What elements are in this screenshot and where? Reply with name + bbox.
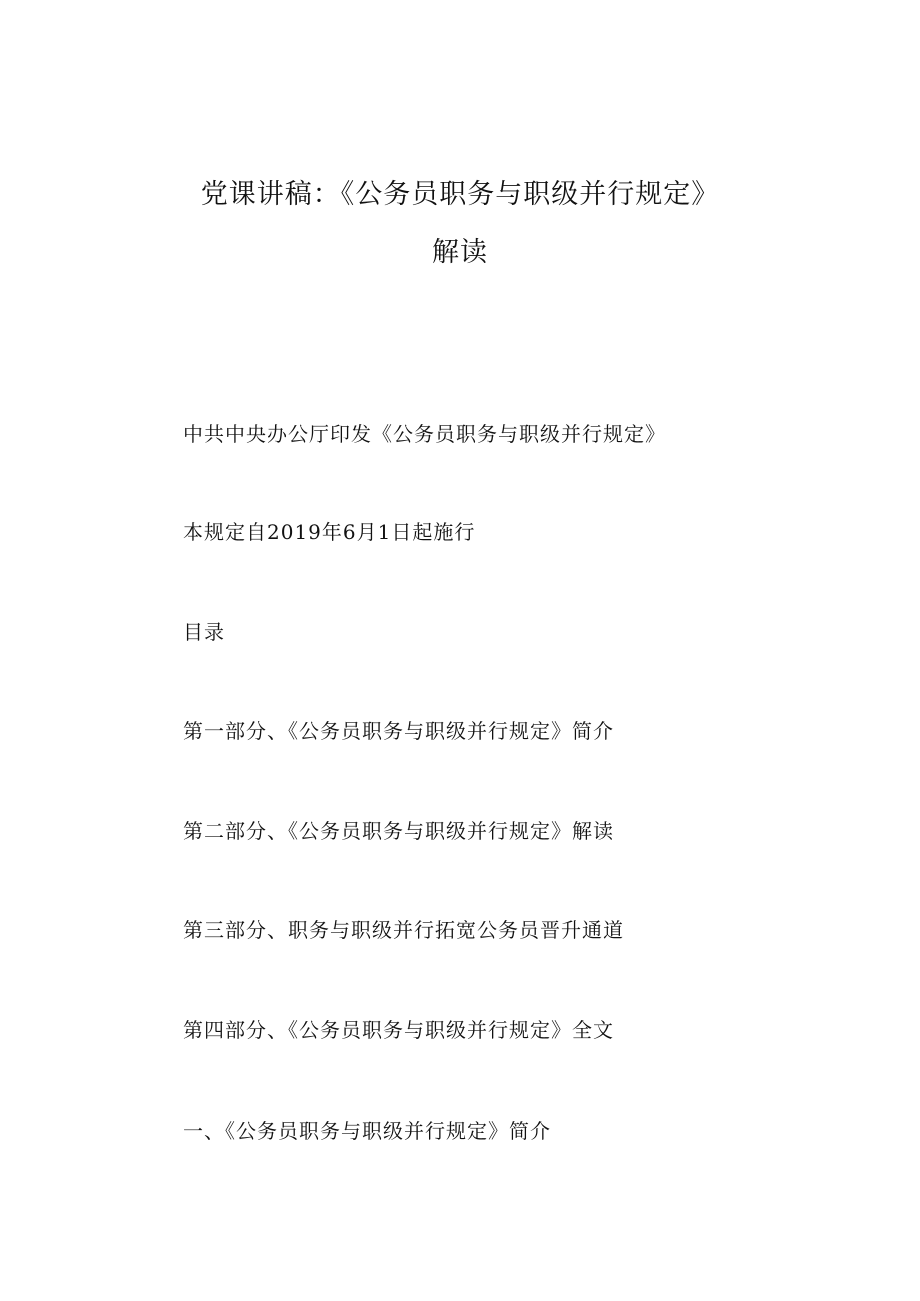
toc-item-part-2: 第二部分、《公务员职务与职级并行规定》解读 <box>183 819 614 843</box>
section-heading-1: 一、《公务员职务与职级并行规定》简介 <box>183 1119 551 1143</box>
document-title-line-1: 党课讲稿：《公务员职务与职级并行规定》 <box>200 179 720 210</box>
toc-item-part-3: 第三部分、职务与职级并行拓宽公务员晋升通道 <box>183 918 624 942</box>
toc-heading: 目录 <box>183 620 225 644</box>
paragraph-effective-date: 本规定自2019年6月1日起施行 <box>183 520 476 544</box>
document-title-line-2: 解读 <box>432 237 488 268</box>
paragraph-issuance: 中共中央办公厅印发《公务员职务与职级并行规定》 <box>183 422 666 446</box>
toc-item-part-4: 第四部分、《公务员职务与职级并行规定》全文 <box>183 1018 614 1042</box>
toc-item-part-1: 第一部分、《公务员职务与职级并行规定》简介 <box>183 719 614 743</box>
